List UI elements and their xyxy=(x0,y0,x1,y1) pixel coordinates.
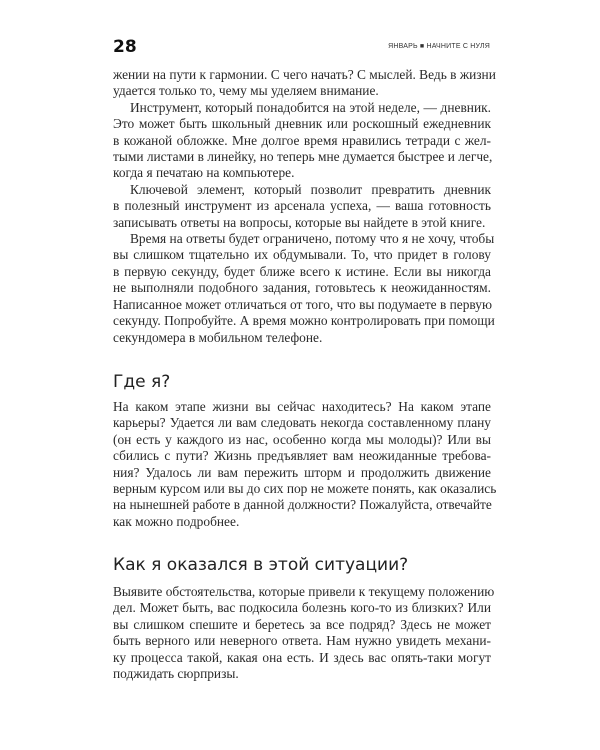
text-line: Это может быть школьный дневник или роскошный ежедневник xyxy=(113,116,491,132)
text-line: сбились с пути? Жизнь предъявляет вам неожиданные требова- xyxy=(113,448,491,464)
section3-body xyxy=(113,584,495,682)
text-line: как можно подробнее. xyxy=(113,513,240,529)
text-line: вы слишком тщательно их обдумывали. То, что придет в голову xyxy=(113,247,491,263)
text-line: ния? Удалось ли вам пережить шторм и продолжить движение xyxy=(113,464,491,480)
paragraph xyxy=(113,100,491,182)
paragraph xyxy=(113,182,491,231)
text-line: (он есть у каждого из нас, особенно когда мы молоды)? Или вы xyxy=(113,431,491,447)
text-line: дел. Может быть, вас подкосила болезнь кого-то из близких? Или xyxy=(113,600,491,616)
paragraph xyxy=(113,584,495,682)
heading-where-am-i: Где я? xyxy=(113,372,171,392)
text-line: вы слишком спешите и беретесь за все подряд? Здесь не может xyxy=(113,616,491,632)
text-line: не выполняли подобного задания, готовьтесь к неожиданностям. xyxy=(113,280,491,296)
text-line: когда я печатаю на компьютере. xyxy=(113,165,295,181)
text-line: удается только то, чему мы уделяем внимание. xyxy=(113,83,379,99)
running-head: ЯНВАРЬ ■ НАЧНИТЕ С НУЛЯ xyxy=(388,43,490,50)
text-line: ку процесса такой, какая она есть. И здесь вас опять-таки могут xyxy=(113,649,491,665)
section2-body xyxy=(113,399,497,530)
text-line: верным курсом или вы до сих пор не можете понять, как оказались xyxy=(113,481,497,497)
page-number: 28 xyxy=(113,37,137,57)
text-line: поджидать сюрпризы. xyxy=(113,666,239,682)
text-line: жении на пути к гармонии. С чего начать? С мыслей. Ведь в жизни xyxy=(113,67,496,82)
text-line: секундомера в мобильном телефоне. xyxy=(113,329,323,345)
text-line: в полезный инструмент из арсенала успеха, — ваша готовность xyxy=(113,198,491,214)
text-line: секунду. Попробуйте. А время можно контролировать при помощи xyxy=(113,313,495,329)
text-line: Инструмент, который понадобится на этой неделе, — дневник. xyxy=(130,99,491,115)
text-line: На каком этапе жизни вы сейчас находитесь? На каком этапе xyxy=(113,399,491,414)
text-line: Написанное может отличаться от того, что вы подумаете в первую xyxy=(113,296,492,312)
text-line: на нынешней работе в данной должности? Пожалуйста, отвечайте xyxy=(113,497,492,513)
paragraph xyxy=(113,67,496,100)
text-line: тыми листами в линейку, но теперь мне думается быстрее и легче, xyxy=(113,149,493,165)
text-line: быть верного или неверного ответа. Нам нужно увидеть механи- xyxy=(113,633,491,649)
text-line: Время на ответы будет ограничено, потому что я не хочу, чтобы xyxy=(130,231,495,247)
paragraph xyxy=(113,231,495,346)
text-line: записывать ответы на вопросы, которые вы найдете в этой книге. xyxy=(113,214,486,230)
text-line: в кожаной обложке. Мне долгое время нравились тетради с жел- xyxy=(113,132,491,148)
paragraph xyxy=(113,399,497,530)
text-line: Выявите обстоятельства, которые привели к текущему положению xyxy=(113,584,495,599)
section1-body xyxy=(113,67,496,346)
heading-how-did-i-get-here: Как я оказался в этой ситуации? xyxy=(113,555,409,575)
text-line: в первую секунду, будет ближе всего к истине. Если вы никогда xyxy=(113,263,491,279)
text-line: карьеры? Удается ли вам следовать некогда составленному плану xyxy=(113,415,491,431)
text-line: Ключевой элемент, который позволит превратить дневник xyxy=(130,181,491,197)
